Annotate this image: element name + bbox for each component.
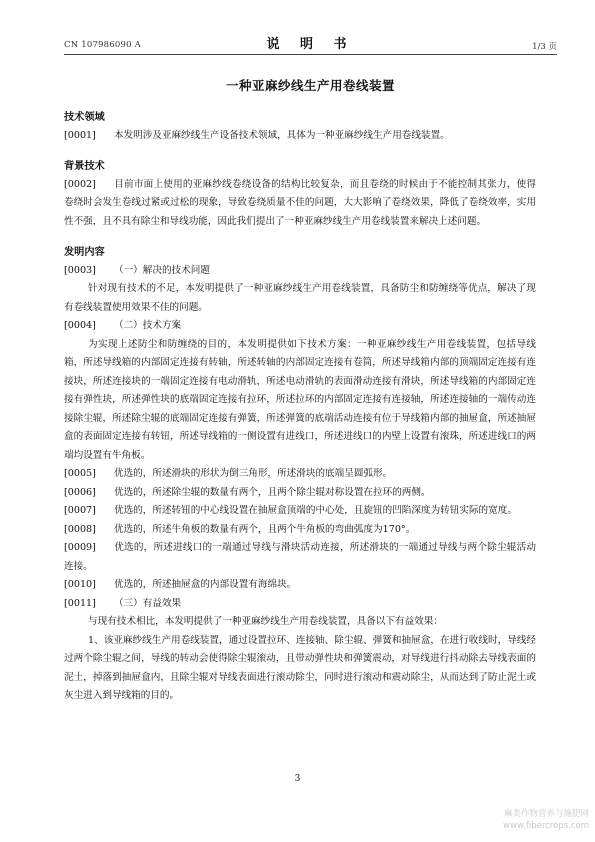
- paragraph-0010: [64, 576, 536, 595]
- paragraph-text: 优选的，所述除尘辊的数量有两个，且两个除尘辊对称设置在拉环的两侧。: [114, 486, 431, 498]
- subsection-heading: （二）技术方案: [114, 320, 182, 331]
- document-type-title: 说 明 书: [266, 37, 355, 52]
- paragraph-0008: [64, 521, 536, 540]
- paragraph-text: 优选的，所述牛角板的数量有两个，且两个牛角板的弯曲弧度为170°。: [114, 523, 416, 535]
- paragraph-0004: [64, 317, 536, 336]
- paragraph-0011-body: 与现有技术相比，本发明提供了一种亚麻纱线生产用卷线装置，具备以下有益效果：: [88, 616, 443, 627]
- paragraph-text: 优选的，所述滑块的形状为倒三角形，所述滑块的底端呈圆弧形。: [114, 468, 393, 479]
- paragraph-number: [0010]: [64, 579, 96, 590]
- paragraph-0005: [64, 465, 536, 484]
- paragraph-number: [0011]: [64, 597, 96, 609]
- paragraph-0011-item-1: 1、该亚麻纱线生产用卷线装置，通过设置拉环、连接轴、除尘辊、弹簧和抽屉盒，在进行收线时，导线经过两个除尘辊之间，导线的转动会使得除尘辊滚动，且带动弹性块和弹簧震动，对导线进行抖动除去导线表面的泥土，掉落到抽屉盒内，且除尘辊对导线表面进行滚动除尘，同时进行滚动和震动除尘，从而达到了防止泥土或灰尘进入到导线箱的目的。: [64, 634, 536, 701]
- paragraph-number: [0006]: [64, 486, 96, 498]
- paragraph-number: [0005]: [64, 468, 96, 479]
- subsection-heading: （三）有益效果: [114, 597, 182, 609]
- paragraph-0002: [64, 176, 536, 232]
- publication-number: CN 107986090 A: [64, 40, 141, 50]
- paragraph-text: 优选的，所述转钮的中心线设置在抽屉盒顶端的中心处，且旋钮的凹陷深度为转钮实际的宽度。: [114, 505, 517, 516]
- paragraph-0001: [64, 127, 536, 146]
- paragraph-number: [0007]: [64, 505, 96, 516]
- subsection-heading: （一）解决的技术问题: [114, 264, 210, 276]
- paragraph-text: 目前市面上使用的亚麻纱线卷绕设备的结构比较复杂，而且卷绕的时候由于不能控制其张力，使得卷绕时会发生卷线过紧或过松的现象，导致卷绕质量不佳的问题，大大影响了卷绕效果，降低了卷绕效率，实用性不强，且不具有除尘和导线功能，因此我们提出了一种亚麻纱线生产用卷线装置来解决上述问题。: [64, 178, 536, 227]
- page-indicator: 1/3 页: [532, 42, 557, 52]
- paragraph-0011: [64, 595, 536, 614]
- paragraph-text: 本发明涉及亚麻纱线生产设备技术领域，具体为一种亚麻纱线生产用卷线装置。: [114, 129, 450, 141]
- section-heading-background: 背景技术: [64, 160, 105, 172]
- watermark: [439, 808, 589, 832]
- watermark-url: www.fibercrops.com: [503, 821, 589, 831]
- paragraph-0006: [64, 484, 536, 503]
- paragraph-0003: [64, 262, 536, 281]
- page-header: [64, 33, 557, 53]
- paragraph-number: [0003]: [64, 264, 96, 276]
- invention-title: 一种亚麻纱线生产用卷线装置: [225, 78, 395, 93]
- paragraph-number: [0004]: [64, 320, 96, 331]
- section-heading-invention: 发明内容: [64, 246, 105, 258]
- paragraph-number: [0001]: [64, 129, 96, 141]
- section-heading-tech-field: 技术领域: [64, 111, 105, 123]
- header-divider: [64, 54, 557, 55]
- page-number: 3: [294, 774, 301, 784]
- paragraph-0003-body: 针对现有技术的不足，本发明提供了一种亚麻纱线生产用卷线装置，具备防尘和防缠绕等优点，解决了现有卷线装置使用效果不佳的问题。: [64, 283, 536, 313]
- paragraph-number: [0008]: [64, 523, 96, 535]
- paragraph-number: [0002]: [64, 178, 96, 190]
- paragraph-text: 优选的，所述进线口的一端通过导线与滑块活动连接，所述滑块的一端通过导线与两个除尘辊活动连接。: [64, 542, 536, 572]
- paragraph-text: 优选的，所述抽屉盒的内部设置有海绵块。: [114, 579, 297, 590]
- paragraph-0007: [64, 502, 536, 521]
- paragraph-0009: [64, 539, 536, 576]
- document-body: [64, 108, 536, 706]
- paragraph-number: [0009]: [64, 542, 96, 553]
- watermark-site-name: 麻类作物营养与施肥网: [503, 809, 589, 819]
- paragraph-0004-body: 为实现上述防尘和防缠绕的目的，本发明提供如下技术方案：一种亚麻纱线生产用卷线装置，包括导线箱，所述导线箱的内部固定连接有转轴，所述转轴的内部固定连接有卷筒，所述导线箱内部的顶端固定连接有连接块，所述连接块的一端固定连接有电动滑轨，所述电动滑轨的表面滑动连接有滑块，所述导线箱的内部固定连接有弹性块，所述弹性块的底端固定连接有拉环，所述拉环的内部固定连接有连接轴，所述连接轴的一端传动连接除尘辊，所述除尘辊的底端固定连接有弹簧，所述弹簧的底端活动连接有位于导线箱内部的抽屉盒，所述抽屉盒的表面固定连接有转钮，所述导线箱的一侧设置有进线口，所述进线口的内壁上设置有滚珠，所述进线口的两端均设置有牛角板。: [64, 338, 536, 461]
